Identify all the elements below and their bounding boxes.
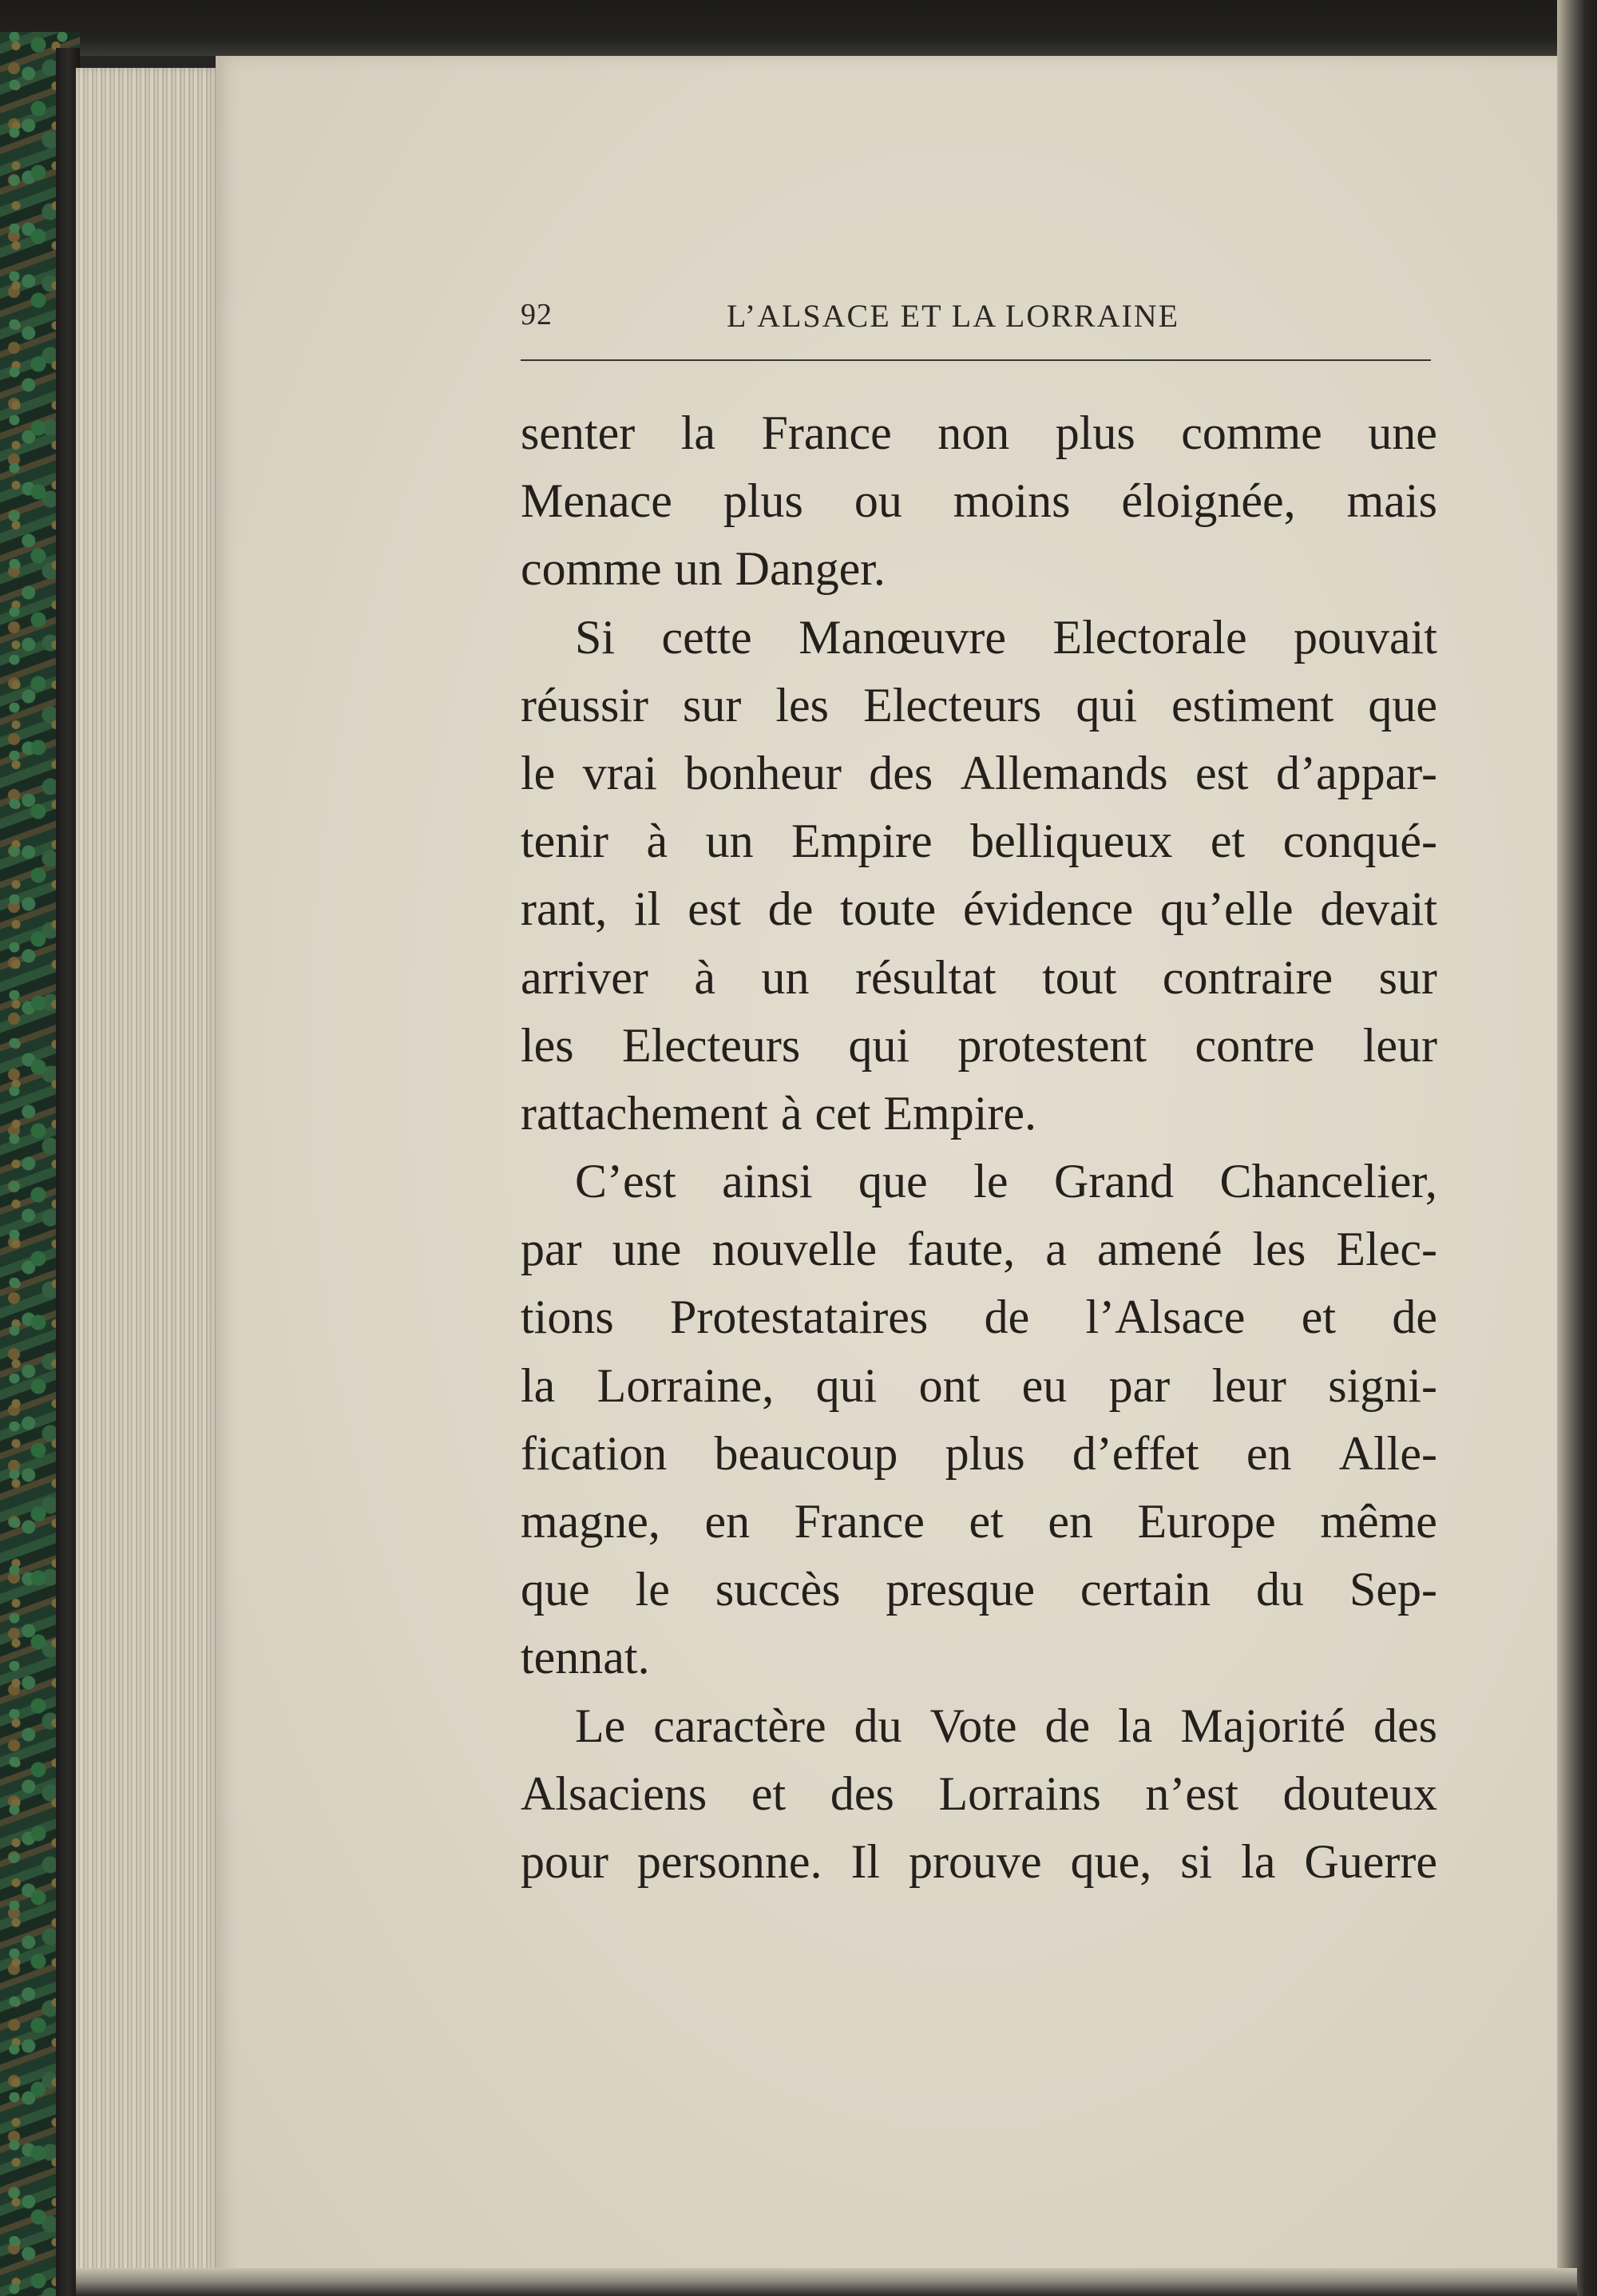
text-word: Sep- (1349, 1563, 1437, 1616)
text-word: et (1210, 815, 1246, 868)
text-line (521, 1283, 1437, 1351)
text-word: la (1241, 1834, 1276, 1888)
text-word: Empire (791, 815, 933, 868)
text-line (521, 1080, 1437, 1148)
text-word: pouvait (1294, 610, 1437, 664)
text-word: et (969, 1495, 1004, 1548)
text-word: en (704, 1495, 751, 1548)
text-word: plus (723, 474, 803, 528)
text-word: de (1044, 1699, 1091, 1752)
text-word: Chancelier, (1219, 1155, 1437, 1208)
text-word: Europe (1137, 1495, 1276, 1548)
text-word: Manœuvre (798, 610, 1007, 664)
text-line (521, 672, 1437, 740)
text-line (521, 467, 1437, 535)
page-right-edge (1557, 0, 1597, 2296)
text-word: par (521, 1223, 582, 1276)
text-word: nouvelle (711, 1223, 878, 1276)
text-word: France (794, 1495, 925, 1548)
text-line (521, 1692, 1437, 1760)
text-word: personne. (636, 1834, 822, 1888)
text-word: faute, (907, 1223, 1016, 1276)
text-line (521, 1760, 1437, 1828)
text-word: cette (661, 610, 752, 664)
text-line (521, 1828, 1437, 1896)
text-word: Majorité (1180, 1699, 1345, 1752)
text-word: du (854, 1699, 902, 1752)
text-word: la (521, 1358, 556, 1412)
text-word: qu’elle (1159, 882, 1294, 936)
text-line (521, 399, 1437, 467)
text-word: d’appar- (1275, 746, 1437, 799)
text-word: succès (715, 1563, 841, 1616)
text-word: contraire (1162, 950, 1333, 1004)
text-word: il (634, 882, 661, 936)
text-word: que (858, 1155, 928, 1208)
text-word: sur (1378, 950, 1437, 1004)
text-word: sur (683, 678, 742, 732)
text-word: a (1045, 1223, 1067, 1276)
text-word: arriver (521, 950, 648, 1004)
text-line (521, 1352, 1437, 1420)
text-word: en (1246, 1426, 1292, 1480)
text-word: une (1368, 406, 1437, 459)
text-word: la (680, 406, 716, 459)
text-word: caractère (653, 1699, 826, 1752)
text-word: un (674, 542, 723, 596)
text-word: Le (575, 1699, 626, 1752)
text-word: de (1392, 1291, 1437, 1344)
text-word: du (1256, 1563, 1305, 1616)
text-word: beaucoup (714, 1426, 898, 1480)
text-word: des (830, 1767, 894, 1820)
text-word: le (521, 746, 556, 799)
text-word: plus (945, 1426, 1025, 1480)
text-word: rant, (521, 882, 608, 936)
text-word: C’est (575, 1155, 676, 1208)
text-word: ou (854, 474, 902, 528)
text-word: Vote (929, 1699, 1017, 1752)
page-edges (76, 68, 220, 2288)
text-word: Guerre (1304, 1834, 1437, 1888)
text-word: est (1195, 746, 1249, 799)
text-word: Menace (521, 474, 672, 528)
text-word: est (688, 882, 741, 936)
text-word: de (767, 882, 814, 936)
text-line (521, 1012, 1437, 1080)
text-word: leur (1211, 1358, 1286, 1412)
text-word: pour (521, 1834, 608, 1888)
text-word: comme (521, 542, 662, 596)
text-word: moins (953, 474, 1071, 528)
text-line (521, 535, 1437, 603)
header-rule (521, 359, 1431, 361)
text-word: à (646, 815, 668, 868)
text-word: estiment (1171, 678, 1334, 732)
text-word: ainsi (722, 1155, 813, 1208)
text-word: tions (521, 1291, 614, 1344)
text-word: Lorraine, (596, 1358, 775, 1412)
text-word: toute (840, 882, 937, 936)
text-line (521, 1215, 1437, 1283)
text-word: comme (1181, 406, 1322, 459)
text-word: et (1301, 1291, 1337, 1344)
text-word: résultat (854, 950, 997, 1004)
text-word: douteux (1282, 1767, 1437, 1820)
text-word: des (1373, 1699, 1437, 1752)
text-word: mais (1346, 474, 1437, 528)
page-number: 92 (521, 298, 553, 331)
text-line (521, 1148, 1437, 1215)
text-word: les (521, 1018, 574, 1072)
text-word: plus (1055, 406, 1135, 459)
text-word: Electorale (1052, 610, 1247, 664)
text-line (521, 1488, 1437, 1556)
text-word: les (775, 678, 830, 732)
text-word: Empire. (883, 1086, 1037, 1140)
text-word: prouve (909, 1834, 1042, 1888)
text-word: presque (886, 1563, 1035, 1616)
text-word: un (705, 815, 754, 868)
text-word: Si (575, 610, 616, 664)
text-word: amené (1096, 1223, 1223, 1276)
text-word: même (1320, 1495, 1437, 1548)
running-title: L’ALSACE ET LA LORRAINE (727, 298, 1180, 334)
text-word: protestent (957, 1018, 1147, 1072)
text-line (521, 944, 1437, 1012)
text-line (521, 1420, 1437, 1488)
text-word: ont (918, 1358, 981, 1412)
text-word: en (1048, 1495, 1093, 1548)
text-word: n’est (1145, 1767, 1239, 1820)
text-word: leur (1362, 1018, 1437, 1072)
text-word: devait (1320, 882, 1437, 936)
text-word: que, (1070, 1834, 1152, 1888)
top-dark-strip (0, 0, 1597, 56)
page-bottom-edge (76, 2268, 1577, 2296)
text-word: Il (850, 1834, 881, 1888)
text-word: cet (814, 1086, 871, 1140)
text-line (521, 807, 1437, 875)
text-word: réussir (521, 678, 648, 732)
text-word: Alle- (1338, 1426, 1437, 1480)
text-line (521, 1556, 1437, 1624)
text-word: contre (1195, 1018, 1315, 1072)
text-word: que (521, 1563, 590, 1616)
text-word: qui (848, 1018, 910, 1072)
text-word: Electeurs (621, 1018, 801, 1072)
text-word: d’effet (1072, 1426, 1199, 1480)
text-word: Danger. (735, 542, 886, 596)
text-word: conqué- (1282, 815, 1437, 868)
text-word: Allemands (960, 746, 1168, 799)
text-line (521, 875, 1437, 943)
text-word: le (635, 1563, 670, 1616)
text-word: la (1118, 1699, 1153, 1752)
text-word: Alsaciens (521, 1767, 707, 1820)
text-word: vrai (582, 746, 657, 799)
running-head (521, 297, 1431, 337)
text-word: senter (521, 406, 636, 459)
text-word: tenir (521, 815, 608, 868)
text-word: les (1252, 1223, 1306, 1276)
text-word: à (780, 1086, 802, 1140)
text-word: évidence (962, 882, 1134, 936)
text-word: qui (1076, 678, 1137, 732)
text-word: Elec- (1336, 1223, 1437, 1276)
text-word: des (869, 746, 933, 799)
text-word: l’Alsace (1085, 1291, 1246, 1344)
text-word: si (1180, 1834, 1213, 1888)
text-line (521, 604, 1437, 672)
text-word: le (973, 1155, 1009, 1208)
text-word: à (694, 950, 715, 1004)
text-word: France (761, 406, 892, 459)
text-word: magne, (521, 1495, 660, 1548)
text-line (521, 740, 1437, 807)
text-word: tennat. (521, 1631, 650, 1684)
text-word: éloignée, (1121, 474, 1296, 528)
text-word: signi- (1328, 1358, 1437, 1412)
text-word: belliqueux (970, 815, 1173, 868)
text-word: eu (1021, 1358, 1068, 1412)
text-word: et (751, 1767, 787, 1820)
text-word: de (984, 1291, 1030, 1344)
text-word: bonheur (684, 746, 842, 799)
text-word: Lorrains (938, 1767, 1101, 1820)
text-word: qui (815, 1358, 878, 1412)
text-word: Grand (1054, 1155, 1174, 1208)
text-word: par (1108, 1358, 1171, 1412)
text-line (521, 1624, 1437, 1691)
text-word: une (612, 1223, 682, 1276)
text-word: fication (521, 1426, 668, 1480)
text-word: Electeurs (863, 678, 1042, 732)
text-word: un (761, 950, 810, 1004)
text-word: Protestataires (670, 1291, 929, 1344)
text-word: certain (1080, 1563, 1211, 1616)
text-word: rattachement (521, 1086, 768, 1140)
body-text (521, 399, 1437, 1896)
text-word: tout (1042, 950, 1117, 1004)
text-word: que (1368, 678, 1437, 732)
text-word: non (937, 406, 1010, 459)
